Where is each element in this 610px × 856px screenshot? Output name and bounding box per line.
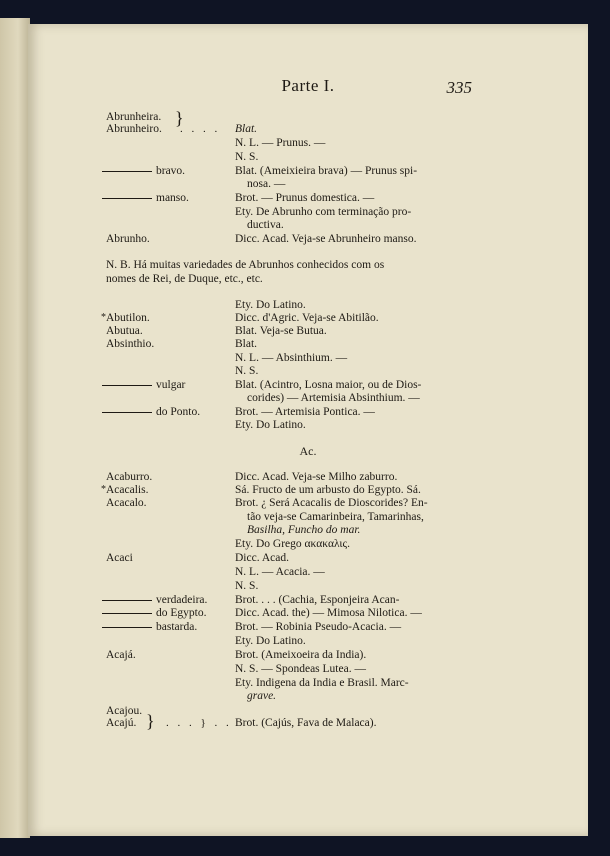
entry-definition: Brot. — Artemisia Pontica. — <box>235 406 375 418</box>
entry-row <box>28 648 588 662</box>
entry-definition: Ety. Do Latino. <box>235 635 306 647</box>
entry-definition: N. S. <box>235 151 259 163</box>
entry-term: Acaci <box>106 552 133 564</box>
entry-definition: Ety. De Abrunho com terminação pro- <box>235 206 412 218</box>
entry-row <box>28 551 588 565</box>
entry-row <box>28 523 588 537</box>
entry-definition: Blat. Veja-se Butua. <box>235 325 327 337</box>
entry-definition: Brot. — Prunus domestica. — <box>235 192 375 204</box>
entry-row <box>28 579 588 593</box>
entry-row <box>28 205 588 219</box>
entry-row <box>28 136 588 150</box>
entry-definition: Ety. Do Latino. <box>235 419 306 431</box>
entry-definition: nosa. — <box>247 178 286 190</box>
entry-row <box>28 676 588 690</box>
entry-definition: Blat. (Ameixieira brava) — Prunus spi- <box>235 165 418 177</box>
entry-definition: Brot. . . . (Cachia, Esponjeira Acan- <box>235 594 400 606</box>
entry-term: Abutilon. <box>106 312 150 324</box>
entry-row <box>28 122 588 136</box>
entry-definition: N. S. — Spondeas Lutea. — <box>235 663 366 675</box>
entry-term: do Ponto. <box>156 405 286 419</box>
entry-row <box>28 662 588 676</box>
entry-row <box>28 565 588 579</box>
entry-row <box>28 405 588 419</box>
entry-definition: N. L. — Absinthium. — <box>235 352 348 364</box>
entry-row <box>28 634 588 648</box>
entry-row <box>28 378 588 392</box>
entry-row <box>28 483 588 497</box>
entry-definition: ductiva. <box>247 219 284 231</box>
page-number: 335 <box>446 78 472 97</box>
entry-term: manso. <box>156 191 286 205</box>
entry-term: Abrunheira. <box>106 111 162 123</box>
entry-term: vulgar <box>156 378 286 392</box>
entry-definition: Ety. Do Grego ακακαλις. <box>235 538 350 550</box>
entry-definition: Dicc. Acad. <box>235 552 289 564</box>
note-text: N. B. Há muitas variedades de Abrunhos conhecidos com os <box>106 259 385 271</box>
leader-dots: . . . . <box>180 123 221 135</box>
entry-row <box>28 232 588 246</box>
entry-row <box>28 324 588 338</box>
brace-icon: } <box>175 108 184 128</box>
entry-term: Abutua. <box>106 325 143 337</box>
brace-icon: } <box>146 711 155 731</box>
section-heading: Ac. <box>299 444 317 458</box>
entry-row <box>28 218 588 232</box>
entry-row <box>28 689 588 703</box>
entry-row <box>28 337 588 351</box>
entry-term: Acajá. <box>106 649 136 661</box>
asterisk-mark: * <box>101 484 106 495</box>
entry-term: Acajú. <box>106 717 137 729</box>
entry-definition: Blat. <box>235 123 258 135</box>
entry-definition: Ety. Do Latino. <box>235 299 306 311</box>
entry-definition: Blat. (Acintro, Losna maior, ou de Dios- <box>235 379 422 391</box>
entry-definition: tão veja-se Camarinbeira, Tamarinhas, <box>247 511 424 523</box>
entry-definition: Brot. (Ameixoeira da India). <box>235 649 367 661</box>
entry-row <box>28 298 588 312</box>
entry-row <box>28 620 588 634</box>
entry-row <box>28 418 588 432</box>
entry-definition: Brot. ¿ Será Acacalis de Dioscorides? En- <box>235 497 428 509</box>
entry-definition: Brot. — Robinia Pseudo-Acacia. — <box>235 621 402 633</box>
entry-definition: grave. <box>247 690 277 702</box>
entry-row <box>28 537 588 551</box>
entry-definition: Ety. Indigena da India e Brasil. Marc- <box>235 677 409 689</box>
entry-definition: N. S. <box>235 580 259 592</box>
entry-term: Acajou. <box>106 705 143 717</box>
note-text: nomes de Rei, de Duque, etc., etc. <box>106 273 263 285</box>
entry-definition: Dicc. d'Agric. Veja-se Abitilão. <box>235 312 379 324</box>
entry-definition: Dicc. Acad. Veja-se Milho zaburro. <box>235 471 398 483</box>
entry-definition: corides) — Artemisia Absinthium. — <box>247 392 420 404</box>
left-page-edge <box>0 18 30 838</box>
entry-definition: Dicc. Acad. Veja-se Abrunheiro manso. <box>235 233 417 245</box>
entry-row <box>28 364 588 378</box>
entry-definition: Brot. (Cajús, Fava de Malaca). <box>235 717 377 729</box>
entry-row <box>28 593 588 607</box>
entry-row <box>28 351 588 365</box>
entry-term: bravo. <box>156 164 286 178</box>
entry-row <box>28 391 588 405</box>
leader-dots: . . . } . . <box>166 717 232 729</box>
entry-term: bastarda. <box>156 620 286 634</box>
entry-term: Absinthio. <box>106 338 155 350</box>
page-title: Parte I. <box>281 76 335 95</box>
entry-term: Acaburro. <box>106 471 153 483</box>
entry-definition: Blat. <box>235 338 258 350</box>
entry-row <box>28 716 588 730</box>
entry-row <box>28 470 588 484</box>
entry-row <box>28 606 588 620</box>
entry-term: Abrunho. <box>106 233 150 245</box>
note-line <box>28 272 588 286</box>
entry-definition: N. L. — Acacia. — <box>235 566 325 578</box>
entry-definition: N. L. — Prunus. — <box>235 137 326 149</box>
book-page <box>28 24 588 836</box>
entry-row <box>28 510 588 524</box>
entry-definition: Basilha, Funcho do mar. <box>247 524 361 536</box>
entry-row <box>28 311 588 325</box>
entry-term: Acacalo. <box>106 497 147 509</box>
entry-row <box>28 150 588 164</box>
entry-row <box>28 164 588 178</box>
asterisk-mark: * <box>101 312 106 323</box>
entry-definition: N. S. <box>235 365 259 377</box>
page-header <box>28 76 588 100</box>
entry-term: do Egypto. <box>156 606 286 620</box>
entry-definition: Sá. Fructo de um arbusto do Egypto. Sá. <box>235 484 421 496</box>
entry-definition: Dicc. Acad. the) — Mimosa Nilotica. — <box>235 607 422 619</box>
entry-row <box>28 496 588 510</box>
entry-term: Abrunheiro. <box>106 123 162 135</box>
entry-term: verdadeira. <box>156 593 286 607</box>
note-line <box>28 258 588 272</box>
entry-term: Acacalis. <box>106 484 149 496</box>
entry-row <box>28 177 588 191</box>
entry-row <box>28 191 588 205</box>
